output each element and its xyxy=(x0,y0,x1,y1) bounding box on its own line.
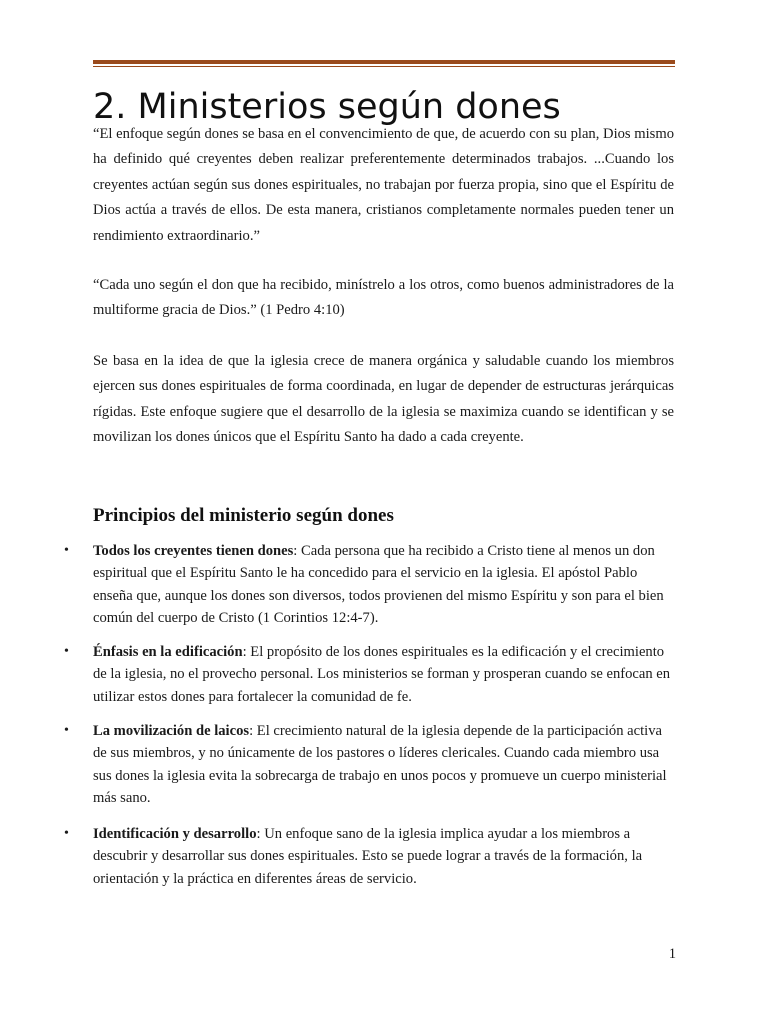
quote-paragraph: “El enfoque según dones se basa en el convencimiento de que, de acuerdo con su plan, Dios mismo ha definido qué creyentes deben realizar preferentemente determinados trabajos. ...Cuando los creyentes actúan según sus dones espirituales, no trabajan por fuerza propia, sino que el Espíritu de Dios actúa a través de ellos. De esta manera, cristianos completamente normales pueden tener un rendimiento extraordinario.” xyxy=(93,126,674,244)
list-item-text: : Un enfoque sano de la iglesia implica ayudar a los miembros a descubrir y desarrollar sus dones espirituales. Esto se puede lograr a través de la formación, la orientación y la práctica en diferentes áreas de servicio. xyxy=(93,826,643,887)
list-item xyxy=(64,720,673,810)
page-title: 2. Ministerios según dones xyxy=(93,87,561,127)
page-number: 1 xyxy=(668,946,676,962)
list-item xyxy=(64,823,673,890)
list-item-lead: Identificación y desarrollo xyxy=(93,826,257,842)
header-rule-thin xyxy=(93,66,675,67)
bullet-icon: • xyxy=(64,543,69,558)
list-item-text: : Cada persona que ha recibido a Cristo tiene al menos un don espiritual que el Espíritu Santo le ha concedido para el servicio en la iglesia. El apóstol Pablo enseña que, aunque los dones son diversos, todos provienen del mismo Espíritu y son para el bien común del cuerpo de Cristo (1 Corintios 12:4-7). xyxy=(93,543,664,627)
list-item-lead: Énfasis en la edificación xyxy=(93,644,243,660)
body-paragraph: Se basa en la idea de que la iglesia crece de manera orgánica y saludable cuando los miembros ejercen sus dones espirituales de forma coordinada, en lugar de depender de estructuras jerárquicas rígidas. Este enfoque sugiere que el desarrollo de la iglesia se maximiza cuando se identifican y se movilizan los dones únicos que el Espíritu Santo ha dado a cada creyente. xyxy=(93,353,674,446)
bullet-icon: • xyxy=(64,826,69,841)
bullet-icon: • xyxy=(64,644,69,659)
list-item-lead: La movilización de laicos xyxy=(93,723,250,739)
section-heading: Principios del ministerio según dones xyxy=(93,505,394,526)
list-item-text: : El propósito de los dones espirituales es la edificación y el crecimiento de la iglesia, no el provecho personal. Los ministerios se forman y prosperan cuando se enfocan en utilizar estos dones para fortalecer la comunidad de fe. xyxy=(93,644,671,705)
list-item xyxy=(64,641,673,708)
list-item-lead: Todos los creyentes tienen dones xyxy=(93,543,294,559)
list-item-text: : El crecimiento natural de la iglesia depende de la participación activa de sus miembros, y no únicamente de los pastores o líderes clericales. Cuando cada miembro usa sus dones la iglesia evita la sobrecarga de trabajo en unos pocos y promueve un cuerpo ministerial más sano. xyxy=(93,723,667,807)
scripture-paragraph: “Cada uno según el don que ha recibido, minístrelo a los otros, como buenos administradores de la multiforme gracia de Dios.” (1 Pedro 4:10) xyxy=(93,277,674,319)
bullet-icon: • xyxy=(64,723,69,738)
list-item xyxy=(64,540,673,630)
header-rule-thick xyxy=(93,60,675,64)
